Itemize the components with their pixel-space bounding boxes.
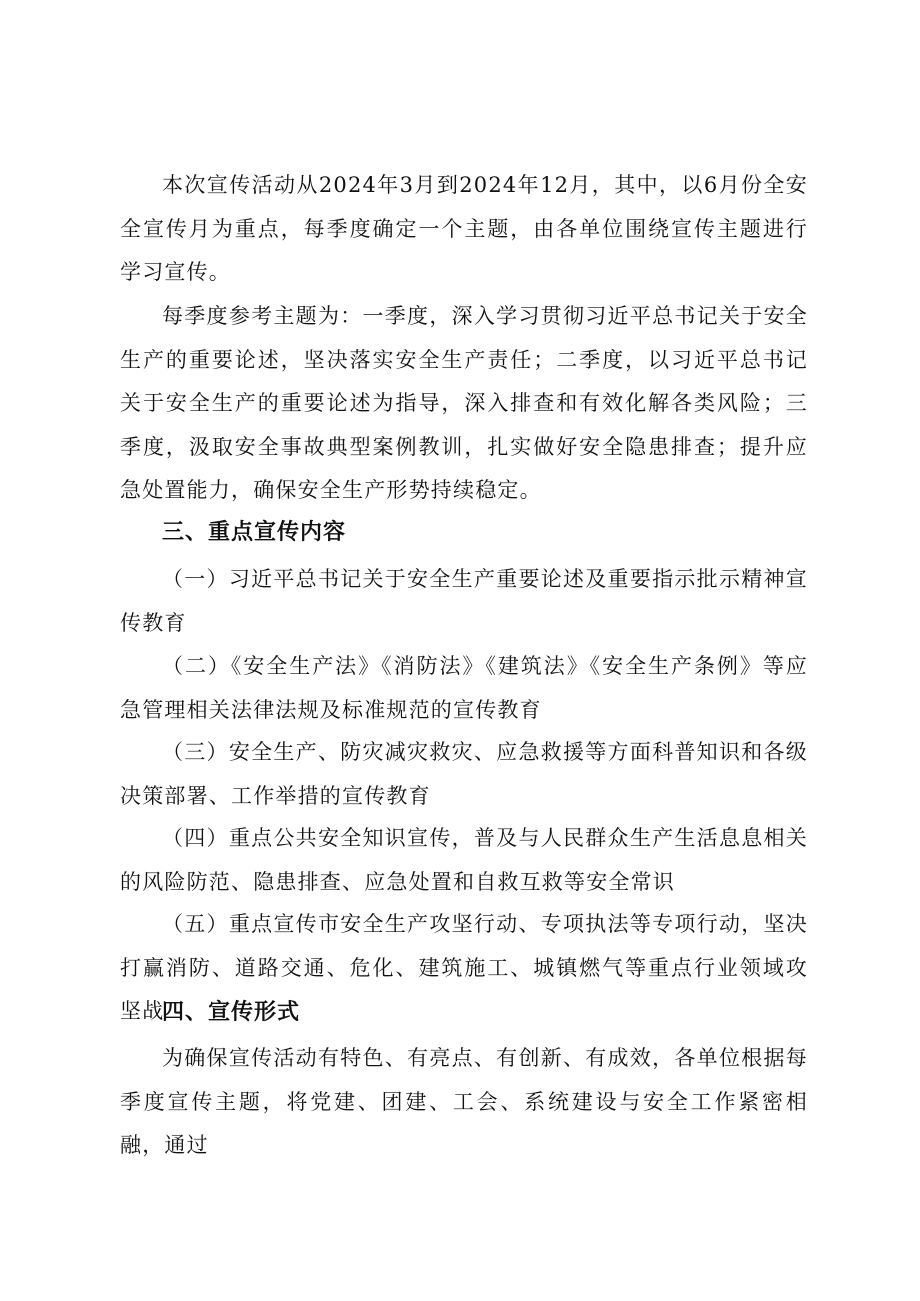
paragraph-publicity-form: 为确保宣传活动有特色、有亮点、有创新、有成效，各单位根据每季度宣传主题，将党建、团建、工会、系统建设与安全工作紧密相融，通过 xyxy=(120,1046,808,1157)
section-heading-publicity-form: 四、宣传形式 xyxy=(162,1000,301,1025)
list-item-key-content-1: （一）习近平总书记关于安全生产重要论述及重要指示批示精神宣传教育 xyxy=(120,567,808,635)
list-item-key-content-2: （二）《安全生产法》《消防法》《建筑法》《安全生产条例》等应急管理相关法律法规及标准规范的宣传教育 xyxy=(120,654,808,722)
list-item-key-content-4: （四）重点公共安全知识宣传，普及与人民群众生产生活息息相关的风险防范、隐患排查、应急处置和自救互救等安全常识 xyxy=(120,826,808,894)
list-item-key-content-5: （五）重点宣传市安全生产攻坚行动、专项执法等专项行动，坚决打赢消防、道路交通、危化、建筑施工、城镇燃气等重点行业领域攻坚战 xyxy=(120,912,808,1023)
section-heading-key-content: 三、重点宣传内容 xyxy=(162,520,347,545)
list-item-key-content-3: （三）安全生产、防灾减灾救灾、应急救援等方面科普知识和各级决策部署、工作举措的宣传教育 xyxy=(120,740,808,808)
paragraph-campaign-period: 本次宣传活动从2024年3月到2024年12月，其中，以6月份全安全宣传月为重点，每季度确定一个主题，由各单位围绕宣传主题进行学习宣传。 xyxy=(120,173,808,284)
paragraph-quarterly-themes: 每季度参考主题为：一季度，深入学习贯彻习近平总书记关于安全生产的重要论述，坚决落实安全生产责任；二季度，以习近平总书记关于安全生产的重要论述为指导，深入排查和有效化解各类风险；三季度，汲取安全事故典型案例教训，扎实做好安全隐患排查；提升应急处置能力，确保安全生产形势持续稳定。 xyxy=(120,304,808,502)
